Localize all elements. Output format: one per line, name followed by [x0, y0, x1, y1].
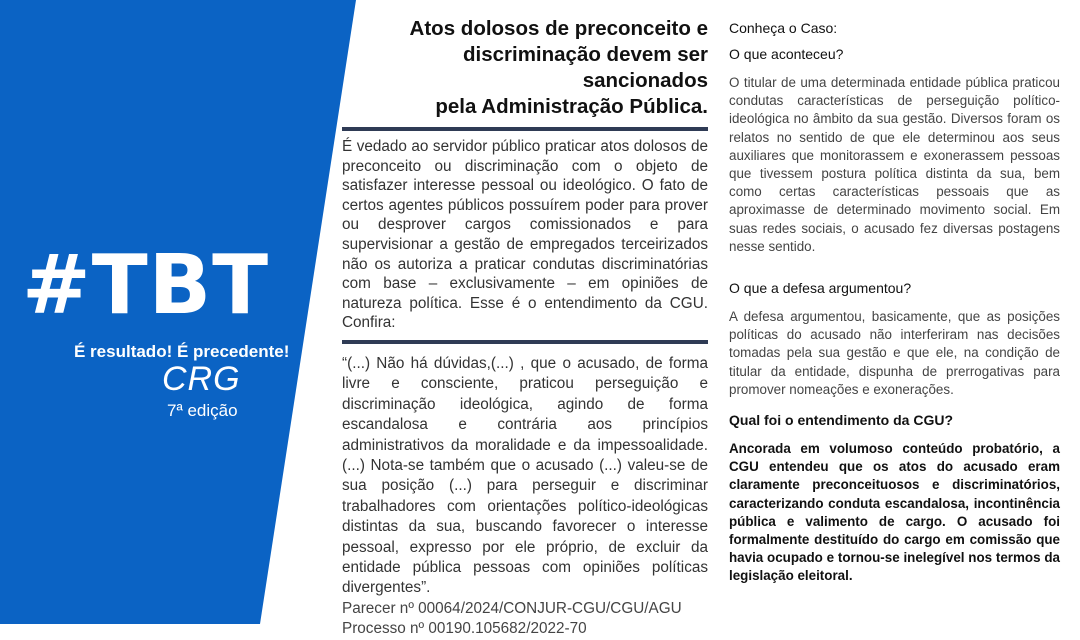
tagline: É resultado! É precedente! — [74, 342, 290, 361]
article-quote: “(...) Não há dúvidas,(...) , que o acusado, de forma livre e consciente, praticou perseguição e discriminação ideológica, agindo de forma escandalosa e contrária aos princípios administrativos da moralidade e da impessoalidade. (...) Nota-se também que o acusado (...) valeu-se de sua posição (...) para perseguir e discriminar trabalhadores com orientações político-ideológicas distintas da sua, buscando favorecer o interesse pessoal, expresso por ele próprio, de excluir da entidade pública pessoas com opiniões políticas divergentes”. — [342, 354, 708, 597]
section-heading: O que aconteceu? — [729, 46, 844, 62]
divider — [342, 127, 708, 131]
title-line: Atos dolosos de preconceito e — [409, 17, 708, 40]
hashtag-tbt: #TBT — [22, 238, 270, 333]
section-body: A defesa argumentou, basicamente, que as posições políticas do acusado não interferiram nas decisões tomadas pela sua gestão e que ele, na condição de titular da entidade, dispunha de prerrogativas para promover nomeações e exonerações. — [729, 309, 1060, 397]
reference-parecer: Parecer nº 00064/2024/CONJUR-CGU/CGU/AGU — [342, 599, 682, 617]
edition-label: 7ª edição — [167, 401, 238, 420]
brand-crg: CRG — [162, 360, 241, 398]
title-line: pela Administração Pública. — [435, 95, 708, 118]
reference-processo: Processo nº 00190.105682/2022-70 — [342, 620, 587, 638]
case-column — [729, 20, 1060, 586]
section-heading: Qual foi o entendimento da CGU? — [729, 412, 953, 429]
article-intro: É vedado ao servidor público praticar atos dolosos de preconceito ou discriminação com o objeto de satisfazer interesse pessoal ou ideológico. O fato de certos agentes públicos possuírem poder para prover ou desprover cargos comissionados e para supervisionar a gestão de empregados terceirizados não os autoriza a praticar condutas discriminatórias com base – exclusivamente – em opiniões de natureza política. Esse é o entendimento da CGU. Confira: — [342, 138, 708, 332]
title-line: discriminação devem ser sancionados — [463, 43, 708, 92]
article-column — [342, 16, 708, 640]
section-body: Ancorada em volumoso conteúdo probatório, a CGU entendeu que os atos do acusado eram claramente preconceituosos e discriminatórios, caracterizando conduta escandalosa, incontinência pública e valimento de cargo. O acusado foi formalmente destituído do cargo em comissão que havia ocupado e tornou-se inelegível nos termos da legislação eleitoral. — [729, 441, 1060, 584]
section-heading: O que a defesa argumentou? — [729, 280, 912, 297]
case-label: Conheça o Caso: — [729, 20, 838, 36]
section-body: O titular de uma determinada entidade pública praticou condutas características de perseguição político-ideológica no âmbito da sua gestão. Diversos foram os relatos no sentido de que ele determinou aos seus auxiliares que monitorassem e exonerassem pessoas que tivessem postura política distinta da sua, bem como certas características pessoais que as aproximasse de determinado movimento social. Em suas redes sociais, o acusado fez diversas postagens nesse sentido. — [729, 75, 1060, 254]
article-title — [342, 16, 708, 120]
divider — [342, 340, 708, 344]
